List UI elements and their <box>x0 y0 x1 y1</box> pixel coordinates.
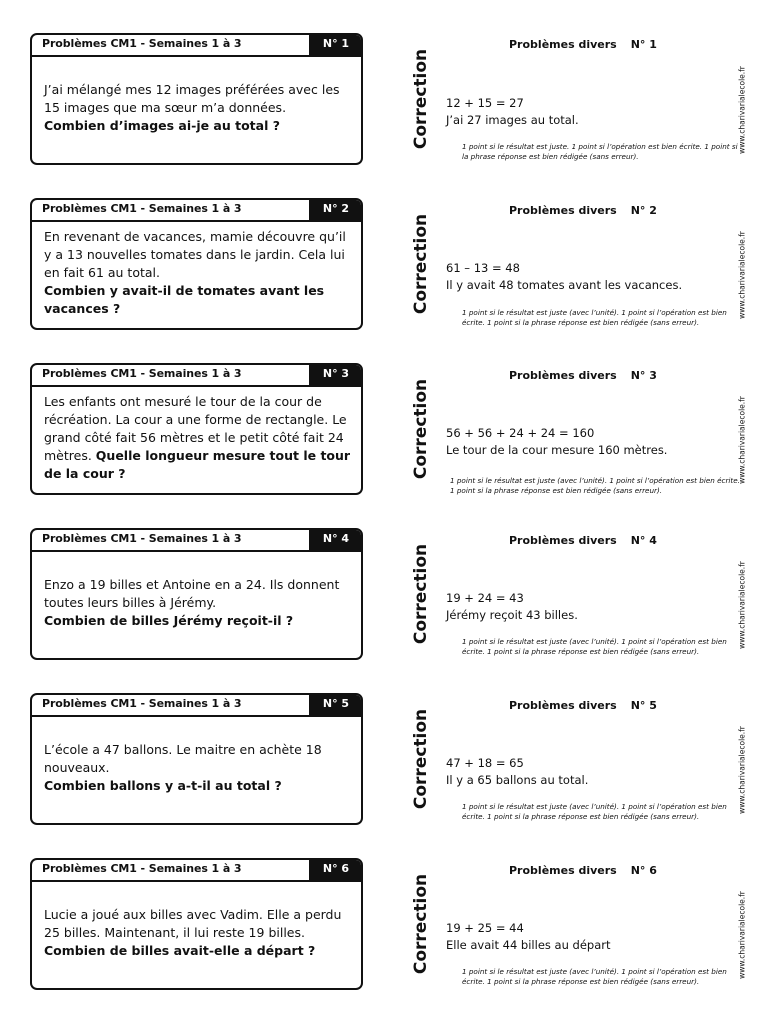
correction-sentence: J’ai 27 images au total. <box>446 113 579 127</box>
correction-note-3: 1 point si le résultat est juste (avec l’unité). 1 point si l’opération est bien écrite. 1 point si la phrase réponse est bien rédigée (sans erreur). <box>450 476 740 495</box>
card-header <box>32 200 361 222</box>
correction-sentence: Le tour de la cour mesure 160 mètres. <box>446 443 668 457</box>
card-header <box>32 35 361 57</box>
correction-note-2: 1 point si le résultat est juste (avec l’unité). 1 point si l’opération est bien écrite. 1 point si la phrase réponse est bien rédigée (sans erreur). <box>462 308 727 327</box>
problem-card-1 <box>30 33 363 165</box>
card-number-badge: N° 3 <box>309 363 363 385</box>
card-title: Problèmes CM1 - Semaines 1 à 3 <box>42 862 242 875</box>
site-url-text: www.charivarialecole.fr <box>737 231 747 319</box>
problem-text: J’ai mélangé mes 12 images préférées avec les 15 images que ma sœur m’a données. <box>44 82 340 115</box>
problem-question: Quelle longueur mesure tout le tour de la cour ? <box>44 448 351 481</box>
card-number-badge: N° 5 <box>309 693 363 715</box>
problem-text: L’école a 47 ballons. Le maitre en achète 18 nouveaux. <box>44 742 322 775</box>
card-body <box>44 880 351 986</box>
correction-note-1: 1 point si le résultat est juste. 1 point si l’opération est bien écrite. 1 point si la phrase réponse est bien rédigée (sans erreur). <box>462 142 738 161</box>
card-header <box>32 860 361 882</box>
correction-answer-4 <box>446 590 578 624</box>
correction-heading-text: Problèmes divers <box>509 38 617 51</box>
correction-heading-1 <box>509 38 657 51</box>
correction-answer-6 <box>446 920 611 954</box>
problem-card-4 <box>30 528 363 660</box>
correction-number: N° 3 <box>630 369 657 382</box>
site-url-text: www.charivarialecole.fr <box>737 726 747 814</box>
correction-heading-text: Problèmes divers <box>509 369 617 382</box>
correction-number: N° 5 <box>630 699 657 712</box>
correction-label-text: Correction <box>411 213 431 315</box>
correction-heading-5 <box>509 699 657 712</box>
correction-label-text: Correction <box>411 378 431 480</box>
site-url-text: www.charivarialecole.fr <box>737 396 747 484</box>
card-title: Problèmes CM1 - Semaines 1 à 3 <box>42 697 242 710</box>
correction-sentence: Il y a 65 ballons au total. <box>446 773 589 787</box>
correction-number: N° 1 <box>630 38 657 51</box>
correction-label-text: Correction <box>411 708 431 810</box>
correction-number: N° 6 <box>630 864 657 877</box>
correction-note-5: 1 point si le résultat est juste (avec l’unité). 1 point si l’opération est bien écrite. 1 point si la phrase réponse est bien rédigée (sans erreur). <box>462 802 727 821</box>
card-header <box>32 365 361 387</box>
correction-heading-2 <box>509 204 657 217</box>
problem-text: Les enfants ont mesuré le tour de la cour de récréation. La cour a une forme de rectangle. Le grand côté fait 56 mètres et le petit côté fait 24 mètres. <box>44 394 347 463</box>
correction-calculation: 61 – 13 = 48 <box>446 261 520 275</box>
card-body <box>44 385 351 491</box>
correction-label-text: Correction <box>411 48 431 150</box>
correction-label-text: Correction <box>411 543 431 645</box>
problem-question: Combien de billes avait-elle a départ ? <box>44 943 316 958</box>
correction-sentence: Jérémy reçoit 43 billes. <box>446 608 578 622</box>
correction-calculation: 12 + 15 = 27 <box>446 96 524 110</box>
card-title: Problèmes CM1 - Semaines 1 à 3 <box>42 202 242 215</box>
site-url-text: www.charivarialecole.fr <box>737 66 747 154</box>
problem-text: Lucie a joué aux billes avec Vadim. Elle a perdu 25 billes. Maintenant, il lui reste 19 billes. <box>44 907 342 940</box>
correction-heading-text: Problèmes divers <box>509 534 617 547</box>
correction-note-6: 1 point si le résultat est juste (avec l’unité). 1 point si l’opération est bien écrite. 1 point si la phrase réponse est bien rédigée (sans erreur). <box>462 967 727 986</box>
correction-number: N° 4 <box>630 534 657 547</box>
problem-card-2 <box>30 198 363 330</box>
card-header <box>32 695 361 717</box>
problem-question: Combien d’images ai-je au total ? <box>44 118 280 133</box>
problem-card-5 <box>30 693 363 825</box>
correction-note-4: 1 point si le résultat est juste (avec l’unité). 1 point si l’opération est bien écrite. 1 point si la phrase réponse est bien rédigée (sans erreur). <box>462 637 727 656</box>
card-body <box>44 715 351 821</box>
problem-text: En revenant de vacances, mamie découvre qu’il y a 13 nouvelles tomates dans le jardin. Cela lui en fait 61 au total. <box>44 229 346 280</box>
correction-answer-2 <box>446 260 682 294</box>
card-number-badge: N° 1 <box>309 33 363 55</box>
card-body <box>44 550 351 656</box>
correction-calculation: 19 + 25 = 44 <box>446 921 524 935</box>
correction-sentence: Il y avait 48 tomates avant les vacances. <box>446 278 683 292</box>
problem-question: Combien de billes Jérémy reçoit-il ? <box>44 613 294 628</box>
correction-answer-1 <box>446 95 579 129</box>
card-title: Problèmes CM1 - Semaines 1 à 3 <box>42 37 242 50</box>
card-header <box>32 530 361 552</box>
correction-heading-6 <box>509 864 657 877</box>
correction-number: N° 2 <box>630 204 657 217</box>
correction-heading-text: Problèmes divers <box>509 204 617 217</box>
problem-card-6 <box>30 858 363 990</box>
correction-calculation: 47 + 18 = 65 <box>446 756 524 770</box>
site-url-text: www.charivarialecole.fr <box>737 891 747 979</box>
correction-answer-5 <box>446 755 588 789</box>
card-number-badge: N° 6 <box>309 858 363 880</box>
card-number-badge: N° 4 <box>309 528 363 550</box>
correction-calculation: 19 + 24 = 43 <box>446 591 524 605</box>
correction-calculation: 56 + 56 + 24 + 24 = 160 <box>446 426 595 440</box>
correction-answer-3 <box>446 425 667 459</box>
problem-question: Combien ballons y a-t-il au total ? <box>44 778 282 793</box>
problem-card-3 <box>30 363 363 495</box>
correction-label-text: Correction <box>411 873 431 975</box>
problem-question: Combien y avait-il de tomates avant les vacances ? <box>44 283 325 316</box>
card-title: Problèmes CM1 - Semaines 1 à 3 <box>42 367 242 380</box>
correction-heading-text: Problèmes divers <box>509 864 617 877</box>
problem-text: Enzo a 19 billes et Antoine en a 24. Ils donnent toutes leurs billes à Jérémy. <box>44 577 340 610</box>
correction-sentence: Elle avait 44 billes au départ <box>446 938 611 952</box>
correction-heading-text: Problèmes divers <box>509 699 617 712</box>
card-title: Problèmes CM1 - Semaines 1 à 3 <box>42 532 242 545</box>
card-body <box>44 55 351 161</box>
site-url-text: www.charivarialecole.fr <box>737 561 747 649</box>
correction-heading-3 <box>509 369 657 382</box>
card-number-badge: N° 2 <box>309 198 363 220</box>
correction-heading-4 <box>509 534 657 547</box>
card-body <box>44 220 351 326</box>
